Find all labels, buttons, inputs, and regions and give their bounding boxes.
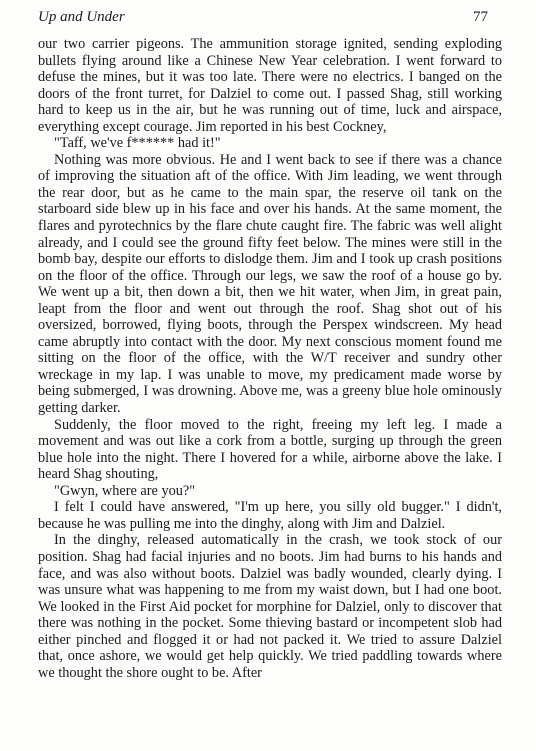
paragraph-5: "Gwyn, where are you?": [54, 482, 196, 499]
paragraph-3: Nothing was more obvious. He and I went back to see if there was a chance of improving the situation aft of the office. With Jim leading, we went through the rear door, but as he came to the main spar, the reserve oil tank on the starboard side blew up in his face and over his hands. At the same moment, the flares and pyrotechnics by the flare chute caught fire. The fabric was well alight already, and I could see the ground fifty feet below. The mines were still in the bomb bay, despite our efforts to dislodge them. Jim and I took up crash positions on the floor of the office. Through our legs, we saw the roof of a house go by. We went up a bit, then down a bit, then we hit water, when Jim, in great pain, leapt from the floor and went out through the roof. Shag shot out of his oversized, borrowed, flying boots, through the Perspex windscreen. My head came abruptly into contact with the door. My next conscious moment found me sitting on the floor of the office, with the W/T receiver and sundry other wreckage in my lap. I was unable to move, my predicament made worse by being submerged, I was drowning. Above me, was a greeny blue hole ominously getting darker.: [38, 151, 502, 417]
body-text: [38, 36, 502, 681]
paragraph-1: our two carrier pigeons. The ammunition storage ignited, sending exploding bullets flying around like a Chinese New Year celebration. I went forward to defuse the mines, but it was too late. There were no electrics. I banged on the doors of the front turret, for Dalziel to come out. I passed Shag, still working hard to keep us in the air, but he was running out of time, luck and airspace, everything except courage. Jim reported in his best Cockney,: [38, 36, 502, 135]
page-number: 77: [473, 9, 488, 25]
running-head: Up and Under: [38, 9, 125, 25]
paragraph-6: I felt I could have answered, "I'm up here, you silly old bugger." I didn't, because he was pulling me into the dinghy, along with Jim and Dalziel.: [38, 499, 502, 532]
page-header: [38, 9, 488, 29]
paragraph-7: In the dinghy, released automatically in the crash, we took stock of our position. Shag had facial injuries and no boots. Jim had burns to his hands and face, and was also without boots. Dalziel was badly wounded, clearly dying. I was unsure what was happening to me from my waist down, but I had one boot. We looked in the First Aid pocket for morphine for Dalziel, only to discover that there was nothing in the pocket. Some thieving bastard or incompetent slob had either pinched and flogged it or had not packed it. We tried to assure Dalziel that, once ashore, we would get help quickly. We tried paddling towards where we thought the shore ought to be. After: [38, 532, 502, 681]
paragraph-2: "Taff, we've f****** had it!": [54, 135, 221, 152]
paragraph-4: Suddenly, the floor moved to the right, freeing my left leg. I made a movement and was out like a cork from a bottle, surging up through the green blue hole into the night. There I hovered for a while, airborne above the lake. I heard Shag shouting,: [38, 416, 502, 483]
